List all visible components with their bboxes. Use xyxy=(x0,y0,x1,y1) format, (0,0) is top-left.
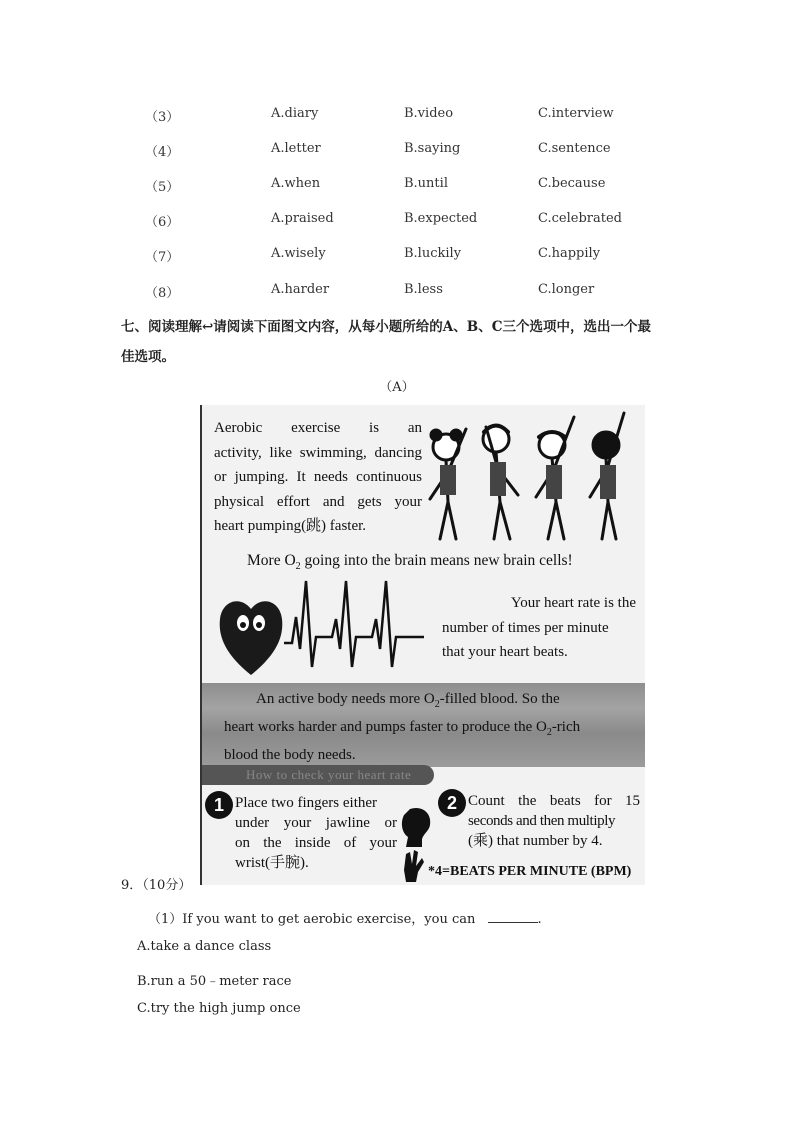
aerobic-line: or jumping. It needs continuous xyxy=(214,469,422,485)
heart-rate-line: number of times per minute xyxy=(442,619,609,636)
bpm-formula: *4=BEATS PER MINUTE (BPM) xyxy=(428,864,632,879)
option-c: C.because xyxy=(538,176,606,191)
question-number: （3） xyxy=(145,110,180,125)
question-number: （5） xyxy=(145,180,180,195)
reading-poster xyxy=(200,405,645,885)
kids-exercising-illustration xyxy=(424,407,639,547)
option-a: A.praised xyxy=(271,211,334,226)
step-line: seconds and then multiply xyxy=(468,813,616,829)
heart-ecg-illustration xyxy=(216,577,426,682)
option-a: A.diary xyxy=(271,106,319,121)
option-c: C.happily xyxy=(538,246,601,261)
active-body-paragraph xyxy=(224,688,629,766)
band-text-b: -filled blood. So the xyxy=(439,691,560,707)
option-c: C.longer xyxy=(538,282,595,297)
answer-option: A.take a dance class xyxy=(137,939,272,954)
step-line: (乘) that number by 4. xyxy=(468,833,603,849)
band-line: blood the body needs. xyxy=(224,747,356,763)
option-b: B.saying xyxy=(404,141,461,156)
question-number: （4） xyxy=(145,145,180,160)
question-number: （6） xyxy=(145,215,180,230)
section-heading: 七、阅读理解↩请阅读下面图文内容，从每小题所给的A、B、C三个选项中，选出一个最 xyxy=(121,319,651,335)
step-1-badge: 1 xyxy=(205,791,233,819)
question-1 xyxy=(148,908,542,927)
step-1-text xyxy=(235,793,397,873)
neck-pulse-icon xyxy=(400,805,436,847)
aerobic-line: activity, like swimming, dancing xyxy=(214,444,422,461)
aerobic-line: Aerobic exercise is an xyxy=(214,420,422,436)
o2-subscript: 2 xyxy=(546,727,552,738)
option-c: C.sentence xyxy=(538,141,611,156)
option-a: A.when xyxy=(271,176,321,191)
step-line: Place two fingers either xyxy=(235,795,378,811)
aerobic-line: heart pumping(跳) faster. xyxy=(214,518,367,534)
option-b: B.luckily xyxy=(404,246,462,261)
option-a: A.letter xyxy=(271,141,321,156)
band-line xyxy=(224,688,629,716)
question-1-end: . xyxy=(537,912,542,927)
option-a: A.harder xyxy=(271,282,330,297)
o2-statement xyxy=(247,549,573,580)
band-line xyxy=(224,716,629,744)
o2-subscript: 2 xyxy=(434,699,440,710)
section-heading-cont: 佳选项。 xyxy=(121,349,175,365)
step-line: under your jawline or xyxy=(235,815,397,831)
option-b: B.less xyxy=(404,282,443,297)
wrist-pulse-icon xyxy=(400,850,428,884)
band-text-a: An active body needs more O xyxy=(256,691,435,707)
option-a: A.wisely xyxy=(271,246,326,261)
question-1-text: （1）If you want to get aerobic exercise，you can xyxy=(148,912,476,927)
step-line: wrist(手腕). xyxy=(235,855,309,871)
band-text-b: -rich xyxy=(551,719,581,735)
question-number: （8） xyxy=(145,286,180,301)
option-c: C.interview xyxy=(538,106,614,121)
answer-blank xyxy=(488,922,538,923)
step-line: on the inside of your xyxy=(235,835,397,851)
answer-option: C.try the high jump once xyxy=(137,1001,301,1016)
step-line: Count the beats for 15 xyxy=(468,793,640,809)
aerobic-line: physical effort and gets your xyxy=(214,493,422,510)
aerobic-paragraph xyxy=(214,416,422,539)
heart-rate-line: Your heart rate is the xyxy=(510,595,636,611)
how-to-check-title: How to check your heart rate xyxy=(246,767,412,782)
o2-text-pre: More O xyxy=(247,552,296,569)
o2-text-post: going into the brain means new brain cells! xyxy=(300,552,573,569)
question-number: （7） xyxy=(145,250,180,265)
o2-subscript: 2 xyxy=(295,561,301,573)
band-text-a: heart works harder and pumps faster to produce the O xyxy=(224,719,547,735)
option-b: B.until xyxy=(404,176,448,191)
answer-option: B.run a 50﹣meter race xyxy=(137,974,292,989)
step-2-text xyxy=(468,791,640,851)
step-2-badge: 2 xyxy=(438,789,466,817)
option-c: C.celebrated xyxy=(538,211,622,226)
option-b: B.expected xyxy=(404,211,478,226)
question-label: 9．（10分） xyxy=(121,878,192,893)
option-b: B.video xyxy=(404,106,454,121)
heart-rate-line: that your heart beats. xyxy=(442,644,568,660)
heart-rate-paragraph xyxy=(442,591,636,665)
passage-label: （A） xyxy=(379,380,415,395)
